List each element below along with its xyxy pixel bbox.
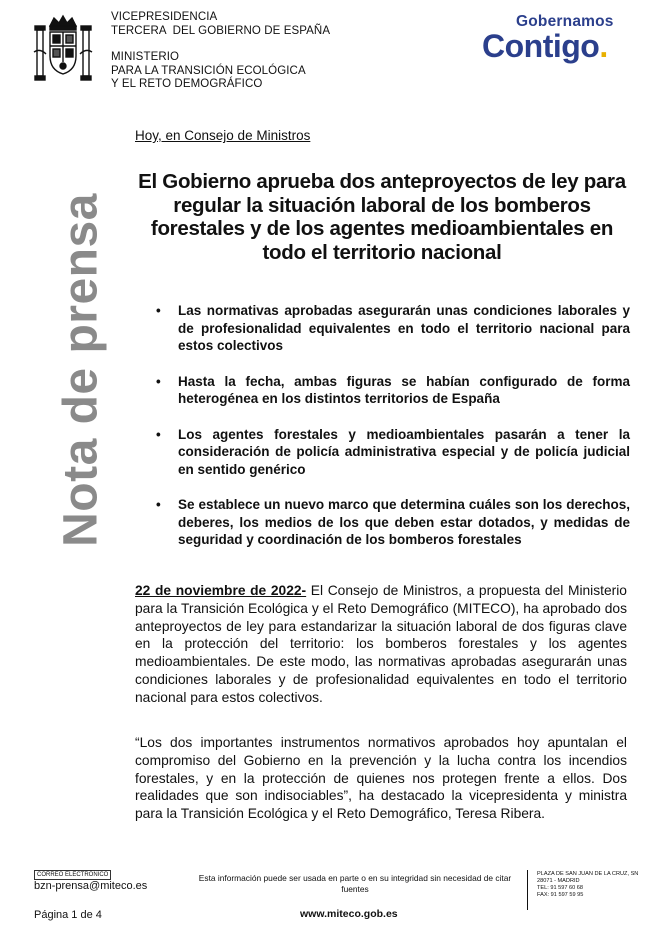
kicker: Hoy, en Consejo de Ministros [135, 128, 311, 143]
brand-word: Contigo [482, 28, 600, 64]
side-label [52, 193, 110, 547]
list-item [152, 496, 630, 549]
spanish-coat-of-arms-icon [32, 12, 94, 84]
bullet-text: Las normativas aprobadas asegurarán unas condiciones laborales y de profesionalidad equivalentes en todo el territorio nacional para estos colectivos [178, 303, 630, 353]
list-item [152, 426, 630, 479]
address-line: 28071 - MADRID [537, 878, 580, 884]
bullet-icon: • [156, 303, 161, 318]
bullet-icon: • [156, 497, 161, 512]
bullet-icon: • [156, 373, 161, 389]
bullet-text: Hasta la fecha, ambas figuras se habían configurado de forma heterogénea en los distintos territorios de España [178, 373, 630, 406]
address-line: TEL: 91 597 60 68 [537, 885, 584, 891]
org-line: VICEPRESIDENCIA [111, 11, 218, 23]
bullet-text: Se establece un nuevo marco que determina cuáles son los derechos, deberes, los medios de los que deben estar dotados, y medidas de seguridad y coordinación de los bomberos forestales [178, 497, 630, 547]
ministry-line: PARA LA TRANSICIÓN ECOLÓGICA [111, 64, 306, 77]
website-link[interactable]: www.miteco.gob.es [300, 908, 398, 920]
press-date: 22 de noviembre de 2022- [135, 583, 307, 598]
body-paragraph-1 [135, 582, 627, 707]
mail-label: CORREO ELECTRÓNICO [34, 870, 111, 880]
body-paragraph-2: “Los dos importantes instrumentos normativos aprobados hoy apuntalan el compromiso del Gobierno en la prevención y la lucha contra los incendios forestales, y en la protección de quienes nos protegen frente a ellos. Dos realidades que son indisociables”, ha destacado la vicepresidenta y ministra para la Transición Ecológica y el Reto Demográfico, Teresa Ribera. [135, 735, 627, 822]
usage-notice: Esta información puede ser usada en parte o en su integridad sin necesidad de citar fuentes [198, 873, 512, 894]
side-label-text: Nota de prensa [54, 193, 108, 547]
brand-line-2 [482, 28, 632, 64]
ministry-line: Y EL RETO DEMOGRÁFICO [111, 78, 263, 91]
contact-email[interactable]: bzn-prensa@miteco.es [34, 880, 148, 892]
address-line: PLAZA DE SAN JUAN DE LA CRUZ, SN [537, 871, 639, 877]
paragraph-text: El Consejo de Ministros, a propuesta del Ministerio para la Transición Ecológica y el Reto Demográfico (MITECO), ha aprobado dos anteproyectos de ley para estandarizar la situación laboral de dos figuras clave en la protección del territorio: los bomberos forestales y los agentes medioambientales. De este modo, las normativas aprobadas asegurarán unas condiciones laborales y de profesionalidad equivalentes en todo el territorio nacional para estos colectivos. [135, 583, 627, 705]
page-title: El Gobierno aprueba dos anteproyectos de ley para regular la situación laboral de los bomberos forestales y de los agentes medioambientales en todo el territorio nacional [138, 170, 626, 264]
list-item [152, 302, 630, 355]
org-line: TERCERA DEL GOBIERNO DE ESPAÑA [111, 24, 331, 37]
address-block [537, 871, 638, 899]
bullet-text: Los agentes forestales y medioambientales pasarán a tener la consideración de policía administrativa especial y de policía judicial en sentido genérico [178, 426, 630, 477]
page-number: Página 1 de 4 [34, 909, 102, 921]
organization-header [111, 11, 330, 92]
ministry-line: MINISTERIO [111, 51, 180, 64]
brand-line-1: Gobernamos [516, 13, 614, 30]
list-item [152, 373, 630, 408]
address-line: FAX: 91 597 59 95 [537, 892, 584, 898]
footer-divider [527, 870, 528, 910]
brand-logo [482, 13, 632, 64]
bullet-icon: • [156, 426, 161, 442]
bullet-list [152, 302, 630, 567]
brand-dot: . [599, 28, 608, 64]
